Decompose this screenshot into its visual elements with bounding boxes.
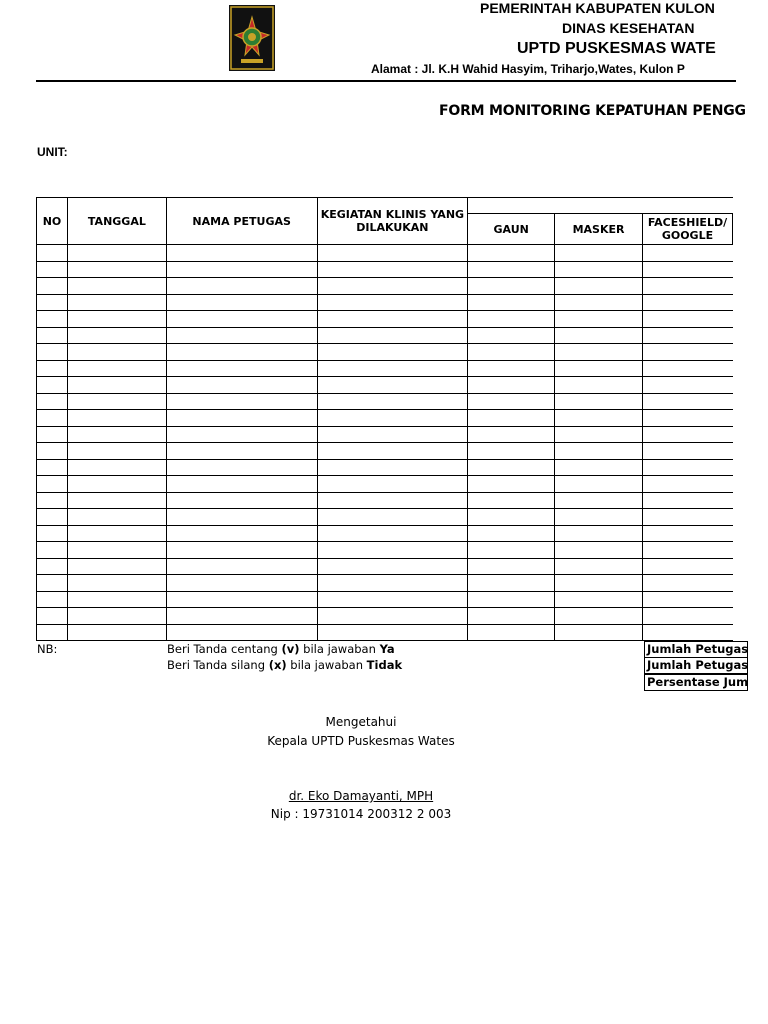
table-cell[interactable]: [468, 624, 555, 641]
table-cell[interactable]: [468, 575, 555, 592]
note-mark: (x): [268, 658, 287, 672]
table-cell[interactable]: [67, 344, 166, 361]
table-cell[interactable]: [642, 261, 732, 278]
table-cell[interactable]: [468, 410, 555, 427]
table-cell[interactable]: [67, 245, 166, 262]
table-cell[interactable]: [468, 525, 555, 542]
table-cell[interactable]: [166, 294, 317, 311]
table-cell[interactable]: [468, 377, 555, 394]
table-cell[interactable]: [166, 410, 317, 427]
address-line: Alamat : Jl. K.H Wahid Hasyim, Triharjo,Wates, Kulon P: [371, 62, 685, 76]
table-cell[interactable]: [555, 327, 643, 344]
table-cell[interactable]: [166, 542, 317, 559]
table-row: [37, 509, 733, 526]
form-title: FORM MONITORING KEPATUHAN PENGG: [439, 103, 746, 119]
table-cell[interactable]: [166, 608, 317, 625]
column-header-tanggal: TANGGAL: [67, 198, 166, 245]
table-cell[interactable]: [37, 410, 68, 427]
table-cell[interactable]: [468, 443, 555, 460]
table-cell[interactable]: [166, 558, 317, 575]
table-cell[interactable]: [555, 525, 643, 542]
table-cell[interactable]: [555, 443, 643, 460]
table-cell[interactable]: [166, 525, 317, 542]
table-row: [37, 410, 733, 427]
table-row: [37, 542, 733, 559]
table-cell[interactable]: [67, 294, 166, 311]
table-cell[interactable]: [468, 294, 555, 311]
table-cell[interactable]: [555, 558, 643, 575]
note-text: Beri Tanda silang: [167, 658, 269, 672]
table-cell[interactable]: [468, 344, 555, 361]
table-cell[interactable]: [317, 327, 468, 344]
unit-label: UNIT:: [37, 145, 68, 159]
table-cell[interactable]: [317, 377, 468, 394]
table-cell[interactable]: [67, 327, 166, 344]
table-cell[interactable]: [555, 360, 643, 377]
table-cell[interactable]: [642, 542, 732, 559]
table-cell[interactable]: [642, 459, 732, 476]
table-cell[interactable]: [555, 410, 643, 427]
table-row: [37, 575, 733, 592]
table-row: [37, 443, 733, 460]
table-cell[interactable]: [555, 542, 643, 559]
table-cell[interactable]: [317, 294, 468, 311]
table-cell[interactable]: [37, 261, 68, 278]
table-cell[interactable]: [67, 509, 166, 526]
table-cell[interactable]: [67, 575, 166, 592]
table-cell[interactable]: [67, 360, 166, 377]
table-cell[interactable]: [555, 245, 643, 262]
table-cell[interactable]: [642, 377, 732, 394]
table-row: [37, 492, 733, 509]
table-cell[interactable]: [166, 575, 317, 592]
table-cell[interactable]: [37, 575, 68, 592]
table-cell[interactable]: [317, 443, 468, 460]
table-cell[interactable]: [67, 558, 166, 575]
table-cell[interactable]: [317, 393, 468, 410]
table-cell[interactable]: [37, 558, 68, 575]
table-cell[interactable]: [166, 591, 317, 608]
column-header-nama-petugas: NAMA PETUGAS: [166, 198, 317, 245]
signer-nip: Nip : 19731014 200312 2 003: [270, 807, 452, 821]
table-cell[interactable]: [555, 278, 643, 295]
table-cell[interactable]: [166, 393, 317, 410]
table-row: [37, 476, 733, 493]
table-cell[interactable]: [468, 426, 555, 443]
table-cell[interactable]: [317, 261, 468, 278]
table-row: [37, 624, 733, 641]
regency-emblem-icon: [229, 5, 275, 71]
table-cell[interactable]: [642, 624, 732, 641]
table-cell[interactable]: [317, 311, 468, 328]
column-header-kegiatan: KEGIATAN KLINIS YANG DILAKUKAN: [317, 198, 468, 245]
table-cell[interactable]: [642, 311, 732, 328]
table-cell[interactable]: [555, 509, 643, 526]
table-cell[interactable]: [67, 426, 166, 443]
table-cell[interactable]: [67, 410, 166, 427]
table-row: [37, 393, 733, 410]
note-line-check: [167, 642, 395, 656]
table-cell[interactable]: [317, 608, 468, 625]
table-cell[interactable]: [317, 476, 468, 493]
table-cell[interactable]: [642, 294, 732, 311]
institution-line: UPTD PUSKESMAS WATE: [517, 40, 716, 57]
table-cell[interactable]: [468, 245, 555, 262]
table-cell[interactable]: [555, 311, 643, 328]
table-row: [37, 459, 733, 476]
table-row: [37, 278, 733, 295]
table-cell[interactable]: [642, 410, 732, 427]
summary-jumlah-petugas-1: Jumlah Petugas: [644, 641, 748, 658]
table-cell[interactable]: [67, 476, 166, 493]
table-cell[interactable]: [37, 509, 68, 526]
note-text: Beri Tanda centang: [167, 642, 282, 656]
column-header-masker: MASKER: [555, 214, 643, 245]
table-cell[interactable]: [555, 377, 643, 394]
table-cell[interactable]: [37, 608, 68, 625]
table-cell[interactable]: [67, 393, 166, 410]
table-row: [37, 360, 733, 377]
table-row: [37, 245, 733, 262]
table-cell[interactable]: [468, 360, 555, 377]
table-cell[interactable]: [37, 591, 68, 608]
table-cell[interactable]: [37, 459, 68, 476]
table-cell[interactable]: [37, 426, 68, 443]
table-cell[interactable]: [317, 558, 468, 575]
table-cell[interactable]: [67, 608, 166, 625]
table-cell[interactable]: [555, 426, 643, 443]
table-cell[interactable]: [468, 393, 555, 410]
table-cell[interactable]: [317, 278, 468, 295]
table-row: [37, 608, 733, 625]
table-cell[interactable]: [317, 492, 468, 509]
table-cell[interactable]: [468, 459, 555, 476]
table-cell[interactable]: [37, 344, 68, 361]
monitoring-table: [36, 197, 733, 641]
table-cell[interactable]: [317, 542, 468, 559]
table-cell[interactable]: [642, 575, 732, 592]
column-header-gaun: GAUN: [468, 214, 555, 245]
table-row: [37, 344, 733, 361]
table-cell[interactable]: [642, 393, 732, 410]
table-cell[interactable]: [468, 558, 555, 575]
acknowledge-label: Mengetahui: [325, 715, 397, 729]
table-cell[interactable]: [317, 509, 468, 526]
table-cell[interactable]: [555, 344, 643, 361]
table-cell[interactable]: [468, 542, 555, 559]
government-line: PEMERINTAH KABUPATEN KULON: [480, 0, 715, 16]
table-cell[interactable]: [67, 459, 166, 476]
table-cell[interactable]: [468, 476, 555, 493]
table-row: [37, 294, 733, 311]
table-row: [37, 327, 733, 344]
table-cell[interactable]: [317, 624, 468, 641]
table-cell[interactable]: [37, 476, 68, 493]
table-cell[interactable]: [166, 492, 317, 509]
table-cell[interactable]: [166, 311, 317, 328]
table-cell[interactable]: [555, 608, 643, 625]
table-cell[interactable]: [468, 492, 555, 509]
table-cell[interactable]: [642, 443, 732, 460]
table-cell[interactable]: [642, 245, 732, 262]
table-cell[interactable]: [166, 360, 317, 377]
note-answer: Tidak: [366, 658, 403, 672]
table-cell[interactable]: [166, 443, 317, 460]
table-cell[interactable]: [555, 624, 643, 641]
table-cell[interactable]: [317, 591, 468, 608]
table-cell[interactable]: [67, 492, 166, 509]
table-cell[interactable]: [642, 344, 732, 361]
table-cell[interactable]: [468, 591, 555, 608]
table-cell[interactable]: [67, 311, 166, 328]
table-cell[interactable]: [37, 443, 68, 460]
table-cell[interactable]: [67, 377, 166, 394]
table-row: [37, 591, 733, 608]
table-cell[interactable]: [642, 591, 732, 608]
table-cell[interactable]: [37, 294, 68, 311]
table-cell[interactable]: [37, 278, 68, 295]
column-header-faceshield: FACESHIELD/ GOOGLE: [642, 214, 732, 245]
table-row: [37, 426, 733, 443]
table-row: [37, 525, 733, 542]
table-cell[interactable]: [642, 426, 732, 443]
table-cell[interactable]: [317, 245, 468, 262]
table-cell[interactable]: [317, 426, 468, 443]
table-cell[interactable]: [166, 278, 317, 295]
table-cell[interactable]: [166, 509, 317, 526]
table-cell[interactable]: [642, 558, 732, 575]
table-cell[interactable]: [37, 360, 68, 377]
table-cell[interactable]: [67, 443, 166, 460]
table-cell[interactable]: [555, 261, 643, 278]
table-row: [37, 311, 733, 328]
department-line: DINAS KESEHATAN: [562, 20, 695, 36]
table-cell[interactable]: [468, 509, 555, 526]
note-line-cross: [167, 658, 402, 672]
nb-label: NB:: [37, 642, 58, 656]
table-row: [37, 261, 733, 278]
table-cell[interactable]: [317, 459, 468, 476]
signer-name: dr. Eko Damayanti, MPH: [288, 789, 434, 803]
table-cell[interactable]: [642, 476, 732, 493]
table-cell[interactable]: [555, 492, 643, 509]
table-cell[interactable]: [468, 278, 555, 295]
header-divider: [36, 80, 736, 82]
table-cell[interactable]: [468, 327, 555, 344]
table-cell[interactable]: [642, 360, 732, 377]
table-cell[interactable]: [642, 608, 732, 625]
table-cell[interactable]: [37, 327, 68, 344]
table-cell[interactable]: [37, 542, 68, 559]
summary-jumlah-petugas-2: Jumlah Petugas: [644, 657, 748, 674]
table-cell[interactable]: [166, 344, 317, 361]
table-cell[interactable]: [166, 327, 317, 344]
column-header-no: NO: [37, 198, 68, 245]
table-cell[interactable]: [67, 624, 166, 641]
note-text: bila jawaban: [286, 658, 367, 672]
table-row: [37, 377, 733, 394]
table-cell[interactable]: [166, 426, 317, 443]
note-text: bila jawaban: [299, 642, 380, 656]
table-cell[interactable]: [317, 525, 468, 542]
note-mark: (v): [281, 642, 300, 656]
table-cell[interactable]: [37, 393, 68, 410]
table-cell[interactable]: [166, 377, 317, 394]
signer-position: Kepala UPTD Puskesmas Wates: [267, 734, 455, 748]
table-cell[interactable]: [468, 311, 555, 328]
table-cell[interactable]: [166, 245, 317, 262]
table-cell[interactable]: [555, 591, 643, 608]
table-cell[interactable]: [37, 311, 68, 328]
table-cell[interactable]: [37, 525, 68, 542]
table-cell[interactable]: [317, 360, 468, 377]
table-cell[interactable]: [468, 608, 555, 625]
table-cell[interactable]: [555, 459, 643, 476]
note-answer: Ya: [379, 642, 395, 656]
table-cell[interactable]: [317, 344, 468, 361]
table-row: [37, 558, 733, 575]
table-cell[interactable]: [468, 261, 555, 278]
table-cell[interactable]: [67, 591, 166, 608]
table-cell[interactable]: [37, 245, 68, 262]
table-cell[interactable]: [317, 575, 468, 592]
table-cell[interactable]: [67, 525, 166, 542]
table-cell[interactable]: [317, 410, 468, 427]
table-cell[interactable]: [555, 476, 643, 493]
table-cell[interactable]: [642, 509, 732, 526]
table-cell[interactable]: [166, 624, 317, 641]
table-cell[interactable]: [642, 492, 732, 509]
table-cell[interactable]: [166, 459, 317, 476]
table-cell[interactable]: [555, 294, 643, 311]
table-cell[interactable]: [67, 542, 166, 559]
table-cell[interactable]: [166, 261, 317, 278]
table-cell[interactable]: [555, 575, 643, 592]
table-cell[interactable]: [67, 261, 166, 278]
table-cell[interactable]: [37, 624, 68, 641]
table-cell[interactable]: [555, 393, 643, 410]
table-cell[interactable]: [166, 476, 317, 493]
table-cell[interactable]: [642, 525, 732, 542]
summary-persentase: Persentase Jum: [644, 674, 748, 691]
table-cell[interactable]: [67, 278, 166, 295]
table-cell[interactable]: [37, 377, 68, 394]
table-cell[interactable]: [642, 278, 732, 295]
table-cell[interactable]: [642, 327, 732, 344]
table-cell[interactable]: [37, 492, 68, 509]
column-group-header-apd: [468, 198, 733, 214]
